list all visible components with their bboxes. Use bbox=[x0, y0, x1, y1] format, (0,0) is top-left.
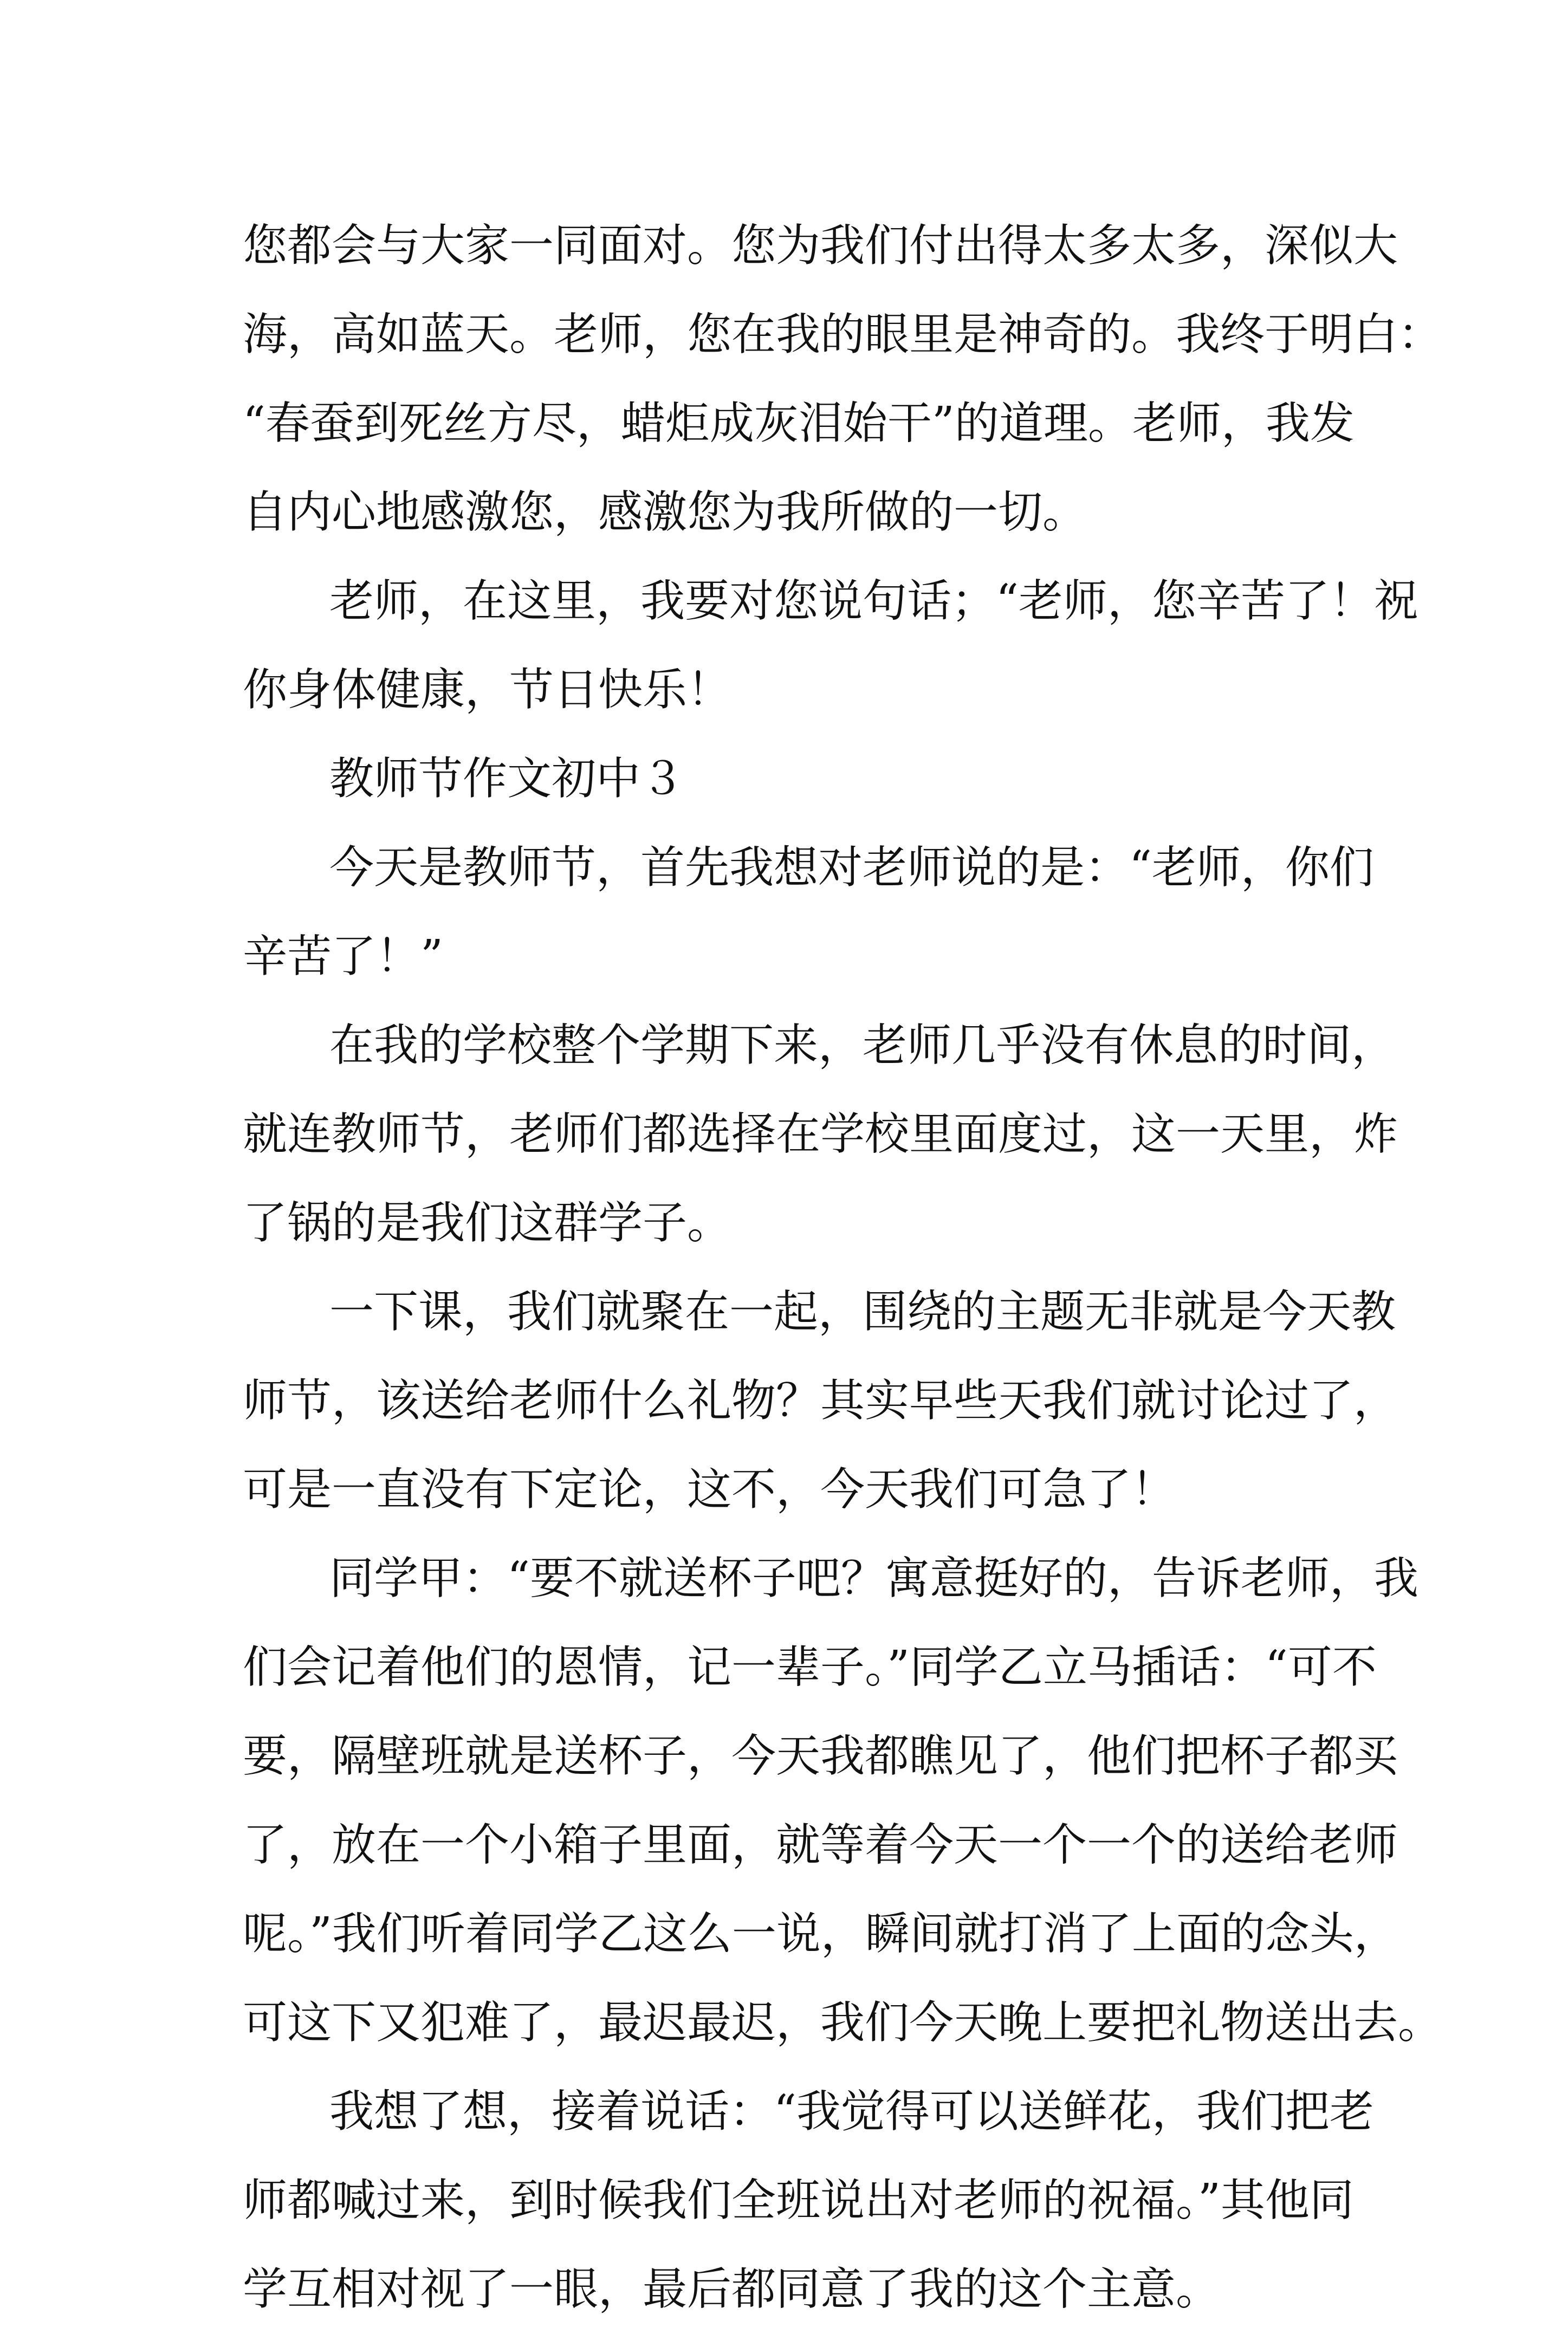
text-line-3: “春蚕到死丝方尽，蜡炬成灰泪始干”的道理。老师，我发 bbox=[243, 398, 1355, 449]
text-line-8: 今天是教师节，首先我想对老师说的是：“老师，你们 bbox=[329, 842, 1374, 893]
text-line-16: 同学甲：“要不就送杯子吧？寓意挺好的，告诉老师，我 bbox=[329, 1553, 1418, 1604]
text-line-22: 我想了想，接着说话：“我觉得可以送鲜花，我们把老 bbox=[329, 2086, 1374, 2137]
text-line-24: 学互相对视了一眼，最后都同意了我的这个主意。 bbox=[243, 2264, 1221, 2315]
text-line-19: 了，放在一个小箱子里面，就等着今天一个一个的送给老师 bbox=[243, 1819, 1398, 1871]
text-line-1: 您都会与大家一同面对。您为我们付出得太多太多，深似大 bbox=[243, 220, 1398, 271]
text-line-4: 自内心地感激您，感激您为我所做的一切。 bbox=[243, 487, 1087, 538]
text-line-10: 在我的学校整个学期下来，老师几乎没有休息的时间， bbox=[329, 1020, 1396, 1071]
text-line-2: 海，高如蓝天。老师，您在我的眼里是神奇的。我终于明白： bbox=[243, 309, 1443, 360]
text-line-9: 辛苦了！” bbox=[243, 931, 443, 982]
text-line-20: 呢。”我们听着同学乙这么一说，瞬间就打消了上面的念头， bbox=[243, 1908, 1398, 1960]
text-line-13: 一下课，我们就聚在一起，围绕的主题无非就是今天教 bbox=[329, 1286, 1396, 1338]
text-line-21: 可这下又犯难了，最迟最迟，我们今天晚上要把礼物送出去。 bbox=[243, 1997, 1443, 2048]
text-line-17: 们会记着他们的恩情，记一辈子。”同学乙立马插话：“可不 bbox=[243, 1642, 1377, 1693]
text-line-6: 你身体健康，节日快乐！ bbox=[243, 664, 732, 716]
text-line-23: 师都喊过来，到时候我们全班说出对老师的祝福。”其他同 bbox=[243, 2175, 1354, 2226]
text-line-15: 可是一直没有下定论，这不，今天我们可急了！ bbox=[243, 1464, 1176, 1515]
text-line-18: 要，隔壁班就是送杯子，今天我都瞧见了，他们把杯子都买 bbox=[243, 1730, 1398, 1782]
section-title: 教师节作文初中３ bbox=[329, 753, 685, 805]
text-line-11: 就连教师节，老师们都选择在学校里面度过，这一天里，炸 bbox=[243, 1108, 1398, 1160]
text-line-5: 老师，在这里，我要对您说句话；“老师，您辛苦了！祝 bbox=[329, 575, 1418, 627]
text-line-12: 了锅的是我们这群学子。 bbox=[243, 1197, 732, 1249]
text-line-14: 师节，该送给老师什么礼物？其实早些天我们就讨论过了， bbox=[243, 1375, 1398, 1427]
essay-text bbox=[243, 202, 1443, 2334]
